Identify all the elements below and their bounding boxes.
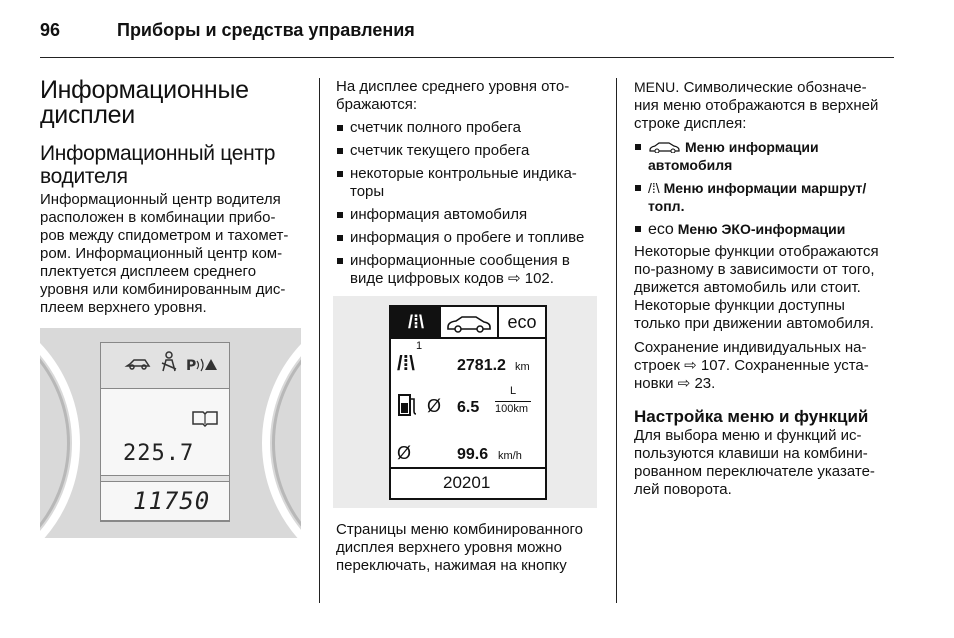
distance-value: 2781.2 — [457, 357, 506, 374]
settings-paragraph: Сохранение индивидуальных на- строек ⇨ 107. Сохраненные уста- новки ⇨ 23. — [634, 339, 869, 392]
fuel-pump-icon — [397, 393, 419, 417]
column-1 — [40, 78, 310, 317]
odometer-value: 20201 — [443, 473, 491, 492]
list-item: Меню информации автомобиля — [634, 138, 896, 174]
book-icon — [191, 409, 219, 427]
instrument-cluster-illustration — [40, 328, 301, 538]
column-divider-2 — [616, 78, 617, 603]
display-intro: На дисплее среднего уровня ото- бражаются: — [336, 78, 570, 113]
consumption-value: 6.5 — [457, 399, 480, 416]
odometer-value: 11750 — [133, 487, 211, 515]
fraction-bar — [495, 401, 531, 402]
warning-triangle-icon — [205, 359, 217, 370]
menu-setup-paragraph: Для выбора меню и функций ис- пользуются клавиши на комбини- рованном переключателе указате- лей поворота. — [634, 427, 875, 498]
list-item: некоторые контрольные индика- торы — [336, 165, 606, 201]
list-item: информационные сообщения в виде цифровых кодов ⇨ 102. — [336, 252, 606, 288]
menu-setup-heading: Настройка меню и функций — [634, 407, 869, 426]
column-3 — [634, 78, 896, 499]
consumption-unit-bottom: 100km — [495, 403, 529, 415]
list-item: счетчик текущего пробега — [336, 142, 606, 160]
tab-eco — [499, 307, 545, 338]
parking-assist-icon: P — [186, 358, 197, 374]
tab-route-fuel — [391, 307, 441, 338]
car-icon — [127, 360, 149, 369]
car-icon — [444, 313, 494, 333]
eco-label: eco — [507, 312, 537, 332]
section-heading: Информационные дисплеи — [40, 76, 249, 129]
menu-divider — [391, 337, 545, 339]
header-rule — [40, 57, 894, 58]
lcd-screen — [100, 388, 230, 476]
running-header-title: Приборы и средства управления — [117, 20, 415, 40]
figure-caption: Страницы меню комбинированного дисплея верхнего уровня можно переключать, нажимая на кнопку — [336, 521, 584, 574]
speed-value: 99.6 — [457, 446, 489, 463]
trip-index: 1 — [416, 340, 423, 352]
subsection-heading: Информационный центр водителя — [40, 142, 276, 188]
menu-divider — [391, 467, 545, 469]
menu-key: MENU — [634, 79, 676, 95]
upper-level-menu-display — [389, 305, 547, 500]
tab-vehicle — [441, 307, 499, 338]
car-icon — [648, 141, 682, 153]
route-icon: /⁞\ — [648, 180, 660, 196]
seatbelt-icon — [162, 352, 176, 371]
middle-level-display — [100, 342, 230, 522]
consumption-unit-top: L — [510, 385, 517, 397]
page-number: 96 — [40, 20, 61, 40]
route-icon: /⁞\ — [408, 312, 424, 332]
odometer-screen — [100, 481, 230, 521]
distance-unit: km — [515, 361, 530, 373]
list-item: /⁞\ Меню информации маршрут/ топл. — [634, 179, 896, 215]
menu-intro: MENU. Символические обозначе- ния меню отображаются в верхней строке дисплея: — [634, 79, 879, 132]
display-items-list — [336, 119, 606, 288]
column-divider-1 — [319, 78, 320, 603]
function-paragraph: Некоторые функции отображаются по-разному в зависимости от того, движется автомобиль или стоит. Некоторые функции доступны только при движении автомобиля. — [634, 243, 879, 332]
menu-symbols-list — [634, 138, 896, 239]
list-item: eco Меню ЭКО-информации — [634, 220, 896, 239]
average-sign: Ø — [427, 396, 442, 416]
list-item: информация автомобиля — [336, 206, 606, 224]
list-item: информация о пробеге и топливе — [336, 229, 606, 247]
list-item: счетчик полного пробега — [336, 119, 606, 137]
column-2 — [336, 78, 606, 288]
indicator-icons — [101, 343, 229, 383]
route-sign: /⁞\ — [397, 353, 415, 375]
parking-waves-icon — [197, 359, 203, 371]
intro-paragraph: Информационный центр водителя расположен в комбинации прибо- ров между спидометром и тахомет- ром. Информационный центр ком- плектуется дисплеем среднего уровня или комбинированным дис- плеем верхнего уровня. — [40, 191, 289, 316]
trip-value: 225.7 — [123, 441, 195, 466]
speed-unit: km/h — [498, 450, 522, 462]
speed-average-sign: Ø — [397, 443, 412, 463]
eco-icon: eco — [648, 221, 674, 238]
